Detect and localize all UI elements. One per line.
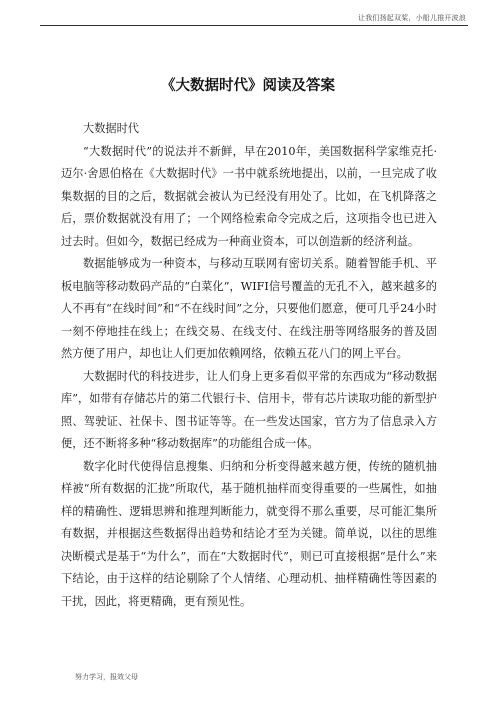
footer-note: 努力学习，报效父母 bbox=[75, 673, 138, 681]
page-title: 《大数据时代》阅读及答案 bbox=[161, 78, 335, 94]
article-subheading: 大数据时代 bbox=[83, 122, 139, 135]
paragraph: “大数据时代”的说法并不新鲜，早在2010年，美国数据科学家维克托·迈尔·舍恩伯格在《大数据时代》一书中就系统地提出，以前，一旦完成了收集数据的目的之后，数据就会被认为已经没有用处了。比如，在飞机降落之后，票价数据就没有用了；一个网络检索命令完成之后，这项指令也已进入过去时。但如今，数据已经成为一种商业资本，可以创造新的经济利益。 bbox=[61, 144, 437, 248]
paragraph: 数字化时代使得信息搜集、归纳和分析变得越来越方便，传统的随机抽样被“所有数据的汇拢”所取代，基于随机抽样而变得重要的一些属性，如抽样的精确性、逻辑思辨和推理判断能力，就变得不那么重要，尽可能汇集所有数据，并根据这些数据得出趋势和结论才至为关键。简单说，以往的思维决断模式是基于“为什么”，而在“大数据时代”，则已可直接根据“是什么”来下结论，由于这样的结论剔除了个人情绪、心理动机、抽样精确性等因素的干扰，因此，将更精确，更有预见性。 bbox=[61, 459, 437, 608]
paragraph: 数据能够成为一种资本，与移动互联网有密切关系。随着智能手机、平板电脑等移动数码产品的“白菜化”，WIFI信号覆盖的无孔不入，越来越多的人不再有“在线时间”和“不在线时间”之分，只要他们愿意，便可几乎24小时一刻不停地挂在线上；在线交易、在线支付、在线注册等网络服务的普及固然方便了用户，却也让人们更加依赖网络，依赖五花八门的网上平台。 bbox=[61, 257, 437, 360]
article-body bbox=[61, 118, 437, 613]
paragraph: 大数据时代的科技进步，让人们身上更多看似平常的东西成为“移动数据库”，如带有存储芯片的第二代银行卡、信用卡，带有芯片读取功能的新型护照、驾驶证、社保卡、图书证等等。在一些发达国家，官方为了信息录入方便，还不断将多种“移动数据库”的功能组合成一体。 bbox=[61, 369, 437, 450]
header-divider bbox=[40, 25, 468, 26]
header-note: 让我们扬起双桨，小船儿推开波浪 bbox=[358, 14, 466, 22]
